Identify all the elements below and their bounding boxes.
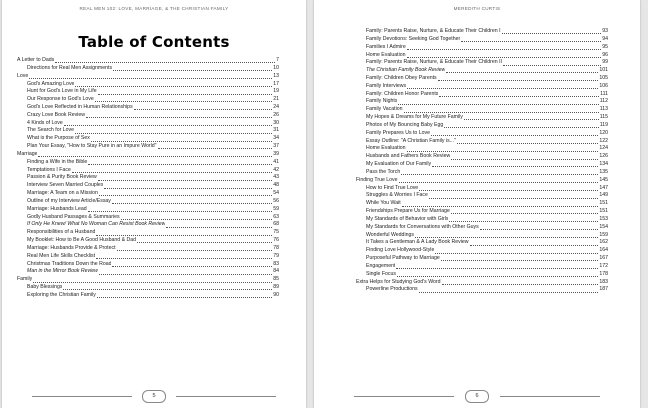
- toc-entry-title: The Search for Love: [27, 127, 75, 134]
- toc-entry: [356, 185, 608, 193]
- dot-leader: [444, 127, 598, 128]
- toc-entry-title: Marriage: [17, 150, 38, 157]
- toc-entry-title: Christmas Traditions Down the Road: [27, 260, 112, 267]
- dot-leader: [407, 88, 598, 89]
- toc-entry-page: 89: [273, 284, 279, 291]
- toc-entry-page: 63: [273, 213, 279, 220]
- toc-entry-page: 154: [599, 223, 608, 230]
- toc-entry: [356, 28, 608, 36]
- dot-leader: [441, 260, 599, 261]
- toc-entry: [17, 284, 279, 292]
- toc-list: [356, 28, 608, 294]
- toc-entry: [17, 190, 279, 198]
- toc-entry-title: 4 Kinds of Love: [27, 119, 63, 126]
- toc-entry-title: Wonderful Weddings: [366, 231, 414, 238]
- dot-leader: [97, 297, 272, 298]
- dot-leader: [435, 253, 598, 254]
- toc-entry-page: 147: [599, 184, 608, 191]
- toc-entry: [17, 237, 279, 245]
- toc-entry: [17, 96, 279, 104]
- dot-leader: [91, 141, 272, 142]
- toc-entry-page: 24: [273, 104, 279, 110]
- toc-entry: [17, 120, 279, 128]
- toc-entry-title: Family: [17, 276, 33, 283]
- toc-entry-page: 76: [273, 237, 279, 244]
- toc-entry-page: 56: [273, 197, 279, 204]
- dot-leader: [33, 282, 272, 283]
- toc-entry: [17, 143, 279, 151]
- toc-entry: [17, 88, 279, 96]
- toc-entry-title: Love: [17, 72, 29, 79]
- toc-entry-title: Friendships Prepare Us for Marriage: [366, 208, 450, 215]
- toc-entry: [17, 221, 279, 229]
- dot-leader: [407, 49, 601, 50]
- toc-entry-page: 68: [273, 221, 279, 228]
- toc-entry-page: 37: [273, 143, 279, 150]
- dot-leader: [96, 235, 272, 236]
- toc-entry-page: 75: [273, 229, 279, 236]
- toc-entry-page: 83: [273, 260, 279, 267]
- toc-entry-page: 90: [273, 291, 279, 298]
- toc-entry-title: The Christian Family Book Review: [366, 67, 446, 74]
- toc-entry-page: 13: [273, 72, 279, 79]
- toc-entry-title: A Letter to Dads: [17, 57, 55, 64]
- dot-leader: [449, 221, 598, 222]
- toc-entry-title: Finding Love Hollywood-Style: [366, 247, 435, 254]
- toc-entry-page: 172: [599, 262, 608, 269]
- toc-entry-title: God's Love Reflected in Human Relationships: [27, 104, 133, 110]
- toc-entry: [356, 44, 608, 52]
- toc-entry: [356, 145, 608, 153]
- toc-entry-page: 119: [599, 121, 608, 128]
- toc-entry: [356, 98, 608, 106]
- toc-entry-title: My Standards for Conversations with Other Guys: [366, 223, 479, 230]
- toc-entry: [17, 65, 279, 73]
- dot-leader: [98, 180, 272, 181]
- page-number: 6: [465, 390, 489, 403]
- toc-entry: [356, 114, 608, 122]
- dot-leader: [502, 33, 602, 34]
- toc-entry-page: 178: [599, 270, 608, 277]
- toc-entry-page: 183: [599, 278, 608, 285]
- dot-leader: [396, 268, 598, 269]
- toc-entry: [17, 292, 279, 300]
- toc-entry: [17, 112, 279, 120]
- toc-entry-title: Husbands and Fathers Book Review: [366, 153, 451, 160]
- toc-entry-title: My Standards of Behavior with Girls: [366, 215, 449, 222]
- toc-entry: [17, 276, 279, 284]
- toc-entry-page: 34: [273, 135, 279, 142]
- dot-leader: [407, 57, 602, 58]
- toc-entry-title: Single Focus: [366, 270, 396, 277]
- toc-entry-page: 101: [599, 67, 608, 74]
- toc-entry-title: Engagement: [366, 262, 396, 269]
- toc-entry: [356, 239, 608, 247]
- dot-leader: [451, 159, 598, 160]
- footer-rule: [32, 396, 132, 397]
- toc-entry-title: Marriage: Husbands Provide & Protect: [27, 244, 116, 251]
- toc-entry-title: Outline of my Interview Article/Essay: [27, 197, 111, 204]
- toc-entry-page: 145: [599, 176, 608, 183]
- dot-leader: [399, 182, 599, 183]
- toc-entry-page: 99: [602, 59, 608, 66]
- toc-entry-page: 149: [599, 192, 608, 199]
- dot-leader: [419, 190, 598, 191]
- toc-entry-page: 151: [599, 200, 608, 207]
- toc-entry-page: 10: [273, 64, 279, 71]
- toc-entry-title: Family Interviews: [366, 82, 407, 89]
- toc-entry: [356, 106, 608, 114]
- toc-entry-title: Home Evaluation: [366, 51, 406, 58]
- toc-entry-title: Struggles & Worries I Face: [366, 192, 428, 199]
- toc-entry-title: Family Vacation: [366, 106, 403, 113]
- dot-leader: [464, 119, 599, 120]
- dot-leader: [63, 289, 272, 290]
- page-right: [314, 0, 640, 408]
- dot-leader: [419, 292, 599, 293]
- toc-list: [17, 57, 279, 300]
- toc-entry-title: My Evaluation of Our Family: [366, 161, 432, 168]
- dot-leader: [72, 172, 272, 173]
- dot-leader: [402, 206, 599, 207]
- toc-entry: [356, 200, 608, 208]
- dot-leader: [88, 211, 273, 212]
- toc-entry: [356, 83, 608, 91]
- toc-entry: [356, 208, 608, 216]
- toc-entry-page: 54: [273, 190, 279, 197]
- dot-leader: [29, 78, 272, 79]
- toc-entry-page: 21: [273, 96, 279, 103]
- toc-entry: [17, 135, 279, 143]
- toc-entry-page: 94: [602, 35, 608, 42]
- toc-entry-page: 113: [599, 106, 608, 113]
- dot-leader: [112, 266, 272, 267]
- toc-entry: [17, 245, 279, 253]
- toc-entry-title: Extra Helps for Studying God's Word: [356, 278, 441, 285]
- toc-entry-title: Families I Admire: [366, 43, 406, 50]
- toc-entry: [356, 36, 608, 44]
- toc-entry-title: Powerline Productions: [366, 286, 418, 293]
- dot-leader: [134, 109, 273, 110]
- running-header: MEREDITH CURTIS: [453, 6, 501, 11]
- toc-entry: [17, 268, 279, 276]
- toc-entry-page: 151: [599, 208, 608, 215]
- dot-leader: [401, 174, 598, 175]
- toc-entry: [17, 80, 279, 88]
- dot-leader: [457, 143, 598, 144]
- dot-leader: [75, 133, 272, 134]
- toc-entry-title: Family: Children Honor Parents: [366, 90, 439, 97]
- dot-leader: [470, 245, 599, 246]
- toc-entry-page: 93: [602, 28, 608, 35]
- toc-entry: [17, 159, 279, 167]
- toc-entry-page: 48: [273, 182, 279, 189]
- toc-entry-page: 126: [599, 153, 608, 160]
- toc-entry-page: 105: [599, 75, 608, 81]
- toc-entry-page: 112: [599, 98, 608, 105]
- toc-entry-page: 115: [599, 114, 608, 121]
- toc-entry: [17, 214, 279, 222]
- toc-entry-page: 31: [273, 127, 279, 134]
- toc-entry-page: 39: [273, 150, 279, 157]
- toc-entry-page: 19: [273, 88, 279, 95]
- toc-entry-title: Marriage: Husbands Lead: [27, 205, 87, 212]
- toc-entry: [356, 247, 608, 255]
- page-number: 5: [142, 390, 166, 403]
- toc-entry-title: Our Response to God's Love: [27, 96, 94, 103]
- dot-leader: [86, 117, 272, 118]
- toc-entry-title: Family: Parents Raise, Nurture, & Educate Their Children I: [366, 28, 501, 35]
- toc-entry: [356, 122, 608, 130]
- toc-entry: [356, 51, 608, 59]
- dot-leader: [480, 229, 599, 230]
- toc-entry-title: What is the Purpose of Sex: [27, 135, 90, 142]
- toc-entry-title: Hunt for God's Love in My Life: [27, 88, 97, 95]
- dot-leader: [442, 284, 599, 285]
- toc-entry-page: 135: [599, 168, 608, 175]
- toc-entry-page: 84: [273, 268, 279, 275]
- toc-entry-title: Marriage: A Team on a Mission: [27, 190, 98, 197]
- dot-leader: [439, 96, 599, 97]
- toc-entry-title: While You Wait: [366, 200, 401, 207]
- dot-leader: [137, 242, 272, 243]
- toc-entry: [356, 232, 608, 240]
- toc-entry: [17, 127, 279, 135]
- toc-entry-page: 124: [599, 145, 608, 152]
- toc-entry: [356, 177, 608, 185]
- toc-entry: [17, 151, 279, 159]
- dot-leader: [99, 274, 272, 275]
- dot-leader: [88, 164, 272, 165]
- toc-entry-title: Photos of My Bouncing Baby Egg: [366, 121, 444, 128]
- footer-rule: [176, 396, 276, 397]
- toc-entry: [356, 271, 608, 279]
- toc-entry-page: 134: [599, 161, 608, 168]
- page-left: [2, 0, 306, 408]
- toc-entry: [356, 263, 608, 271]
- toc-entry-page: 153: [599, 215, 608, 222]
- toc-entry: [356, 59, 608, 67]
- dot-leader: [446, 72, 598, 73]
- toc-entry: [17, 206, 279, 214]
- toc-entry-page: 79: [273, 252, 279, 259]
- toc-entry-page: 78: [273, 244, 279, 251]
- dot-leader: [99, 195, 272, 196]
- toc-entry-page: 43: [273, 174, 279, 181]
- toc-entry-title: Pass the Torch: [366, 168, 401, 175]
- toc-entry: [356, 138, 608, 146]
- toc-entry-page: 95: [602, 43, 608, 50]
- toc-entry-title: Crazy Love Book Review: [27, 111, 85, 118]
- toc-entry-title: Purposeful Pathway to Marriage: [366, 255, 440, 262]
- toc-entry: [356, 161, 608, 169]
- toc-entry-page: 41: [273, 158, 279, 165]
- dot-leader: [64, 125, 272, 126]
- toc-entry: [356, 91, 608, 99]
- dot-leader: [398, 104, 598, 105]
- toc-entry-title: If Only He Knew/ What No Woman Can Resist Book Review: [27, 221, 166, 228]
- toc-entry-page: 122: [599, 137, 608, 144]
- dot-leader: [407, 151, 599, 152]
- toc-entry: [356, 169, 608, 177]
- toc-entry-title: It Takes a Gentleman & A Lady Book Review: [366, 239, 469, 246]
- toc-entry-title: Man in the Mirror Book Review: [27, 268, 98, 275]
- dot-leader: [397, 276, 598, 277]
- dot-leader: [38, 156, 272, 157]
- toc-entry-title: Family Prepares Us to Love: [366, 129, 431, 136]
- toc-entry-title: Plan Your Essay, "How to Stay Pure in an Impure World": [27, 143, 157, 150]
- toc-entry: [17, 104, 279, 112]
- dot-leader: [121, 219, 273, 220]
- toc-entry-title: Godly Husband Passages & Summaries: [27, 213, 120, 220]
- page-footer: [2, 390, 306, 402]
- toc-entry-page: 30: [273, 119, 279, 126]
- toc-entry-title: Passion & Purity Book Review: [27, 174, 97, 181]
- dot-leader: [461, 41, 601, 42]
- dot-leader: [404, 112, 599, 113]
- toc-entry-page: 187: [599, 286, 608, 293]
- dot-leader: [98, 94, 273, 95]
- dot-leader: [503, 65, 601, 66]
- dot-leader: [431, 135, 598, 136]
- toc-entry: [356, 192, 608, 200]
- dot-leader: [158, 148, 273, 149]
- dot-leader: [95, 101, 272, 102]
- toc-entry-page: 96: [602, 51, 608, 58]
- toc-entry-title: Finding True Love: [356, 176, 398, 183]
- dot-leader: [104, 188, 272, 189]
- dot-leader: [117, 250, 273, 251]
- toc-entry-title: Home Evaluation: [366, 145, 406, 152]
- toc-entry-title: Finding a Wife in the Bible: [27, 158, 88, 165]
- toc-entry-title: Family Devotions: Seeking God Together: [366, 35, 461, 42]
- dot-leader: [415, 237, 598, 238]
- toc-entry-title: Exploring the Christian Family: [27, 291, 96, 298]
- toc-entry-title: Family Nights: [366, 98, 398, 105]
- toc-entry: [17, 253, 279, 261]
- toc-entry-page: 59: [273, 205, 279, 212]
- toc-entry: [17, 57, 279, 65]
- dot-leader: [432, 166, 598, 167]
- toc-entry-title: God's Amazing Love: [27, 80, 75, 87]
- toc-entry: [356, 67, 608, 75]
- toc-entry-page: 159: [599, 231, 608, 238]
- toc-entry: [356, 279, 608, 287]
- toc-entry-title: Temptations I Face: [27, 166, 71, 173]
- dot-leader: [96, 258, 272, 259]
- toc-entry-title: Essay Outline: "A Christian Family is...": [366, 137, 456, 144]
- toc-entry: [356, 224, 608, 232]
- toc-entry-page: 42: [273, 166, 279, 173]
- toc-entry: [17, 174, 279, 182]
- toc-entry-title: Directions for Real Men Assignments: [27, 64, 113, 71]
- toc-entry-title: Baby Blessings: [27, 284, 63, 291]
- toc-entry: [356, 216, 608, 224]
- toc-entry: [17, 261, 279, 269]
- toc-entry: [356, 286, 608, 294]
- dot-leader: [112, 203, 272, 204]
- toc-entry: [356, 130, 608, 138]
- toc-entry-page: 167: [599, 255, 608, 262]
- toc-entry-page: 85: [273, 276, 279, 283]
- page-title: Table of Contents: [78, 33, 230, 51]
- toc-entry-page: 7: [276, 57, 279, 64]
- toc-entry-title: My Hopes & Dreams for My Future Family: [366, 114, 463, 121]
- toc-entry-title: My Booklet: How to Be A Good Husband & Dad: [27, 237, 136, 244]
- toc-entry-page: 26: [273, 111, 279, 118]
- dot-leader: [55, 62, 275, 63]
- footer-rule: [500, 396, 600, 397]
- toc-entry-title: Family: Children Obey Parents: [366, 75, 437, 81]
- dot-leader: [429, 198, 598, 199]
- toc-entry-title: Interview Seven Married Couples: [27, 182, 104, 189]
- page-footer: [314, 390, 640, 402]
- toc-entry-page: 106: [599, 82, 608, 89]
- running-header: REAL MEN 102: LOVE, MARRIAGE, & THE CHRISTIAN FAMILY: [79, 6, 229, 11]
- toc-entry-title: Family: Parents Raise, Nurture, & Educate Their Children II: [366, 59, 502, 66]
- dot-leader: [113, 70, 272, 71]
- toc-entry-page: 162: [599, 239, 608, 246]
- dot-leader: [451, 213, 598, 214]
- toc-entry: [17, 182, 279, 190]
- toc-entry: [356, 75, 608, 83]
- dot-leader: [166, 227, 272, 228]
- dot-leader: [438, 80, 599, 81]
- toc-entry-page: 111: [600, 90, 608, 97]
- toc-entry-title: Responsibilities of a Husband: [27, 229, 96, 236]
- footer-rule: [354, 396, 454, 397]
- toc-entry: [17, 198, 279, 206]
- toc-entry: [17, 167, 279, 175]
- toc-entry-page: 120: [599, 129, 608, 136]
- dot-leader: [75, 86, 272, 87]
- toc-entry-title: Real Men Life Skills Checklist: [27, 252, 96, 259]
- toc-entry-title: How to Find True Love: [366, 184, 419, 191]
- toc-entry-page: 17: [273, 80, 279, 87]
- toc-entry: [356, 255, 608, 263]
- toc-entry-page: 164: [599, 247, 608, 254]
- toc-entry: [17, 229, 279, 237]
- toc-entry: [356, 153, 608, 161]
- toc-entry: [17, 73, 279, 81]
